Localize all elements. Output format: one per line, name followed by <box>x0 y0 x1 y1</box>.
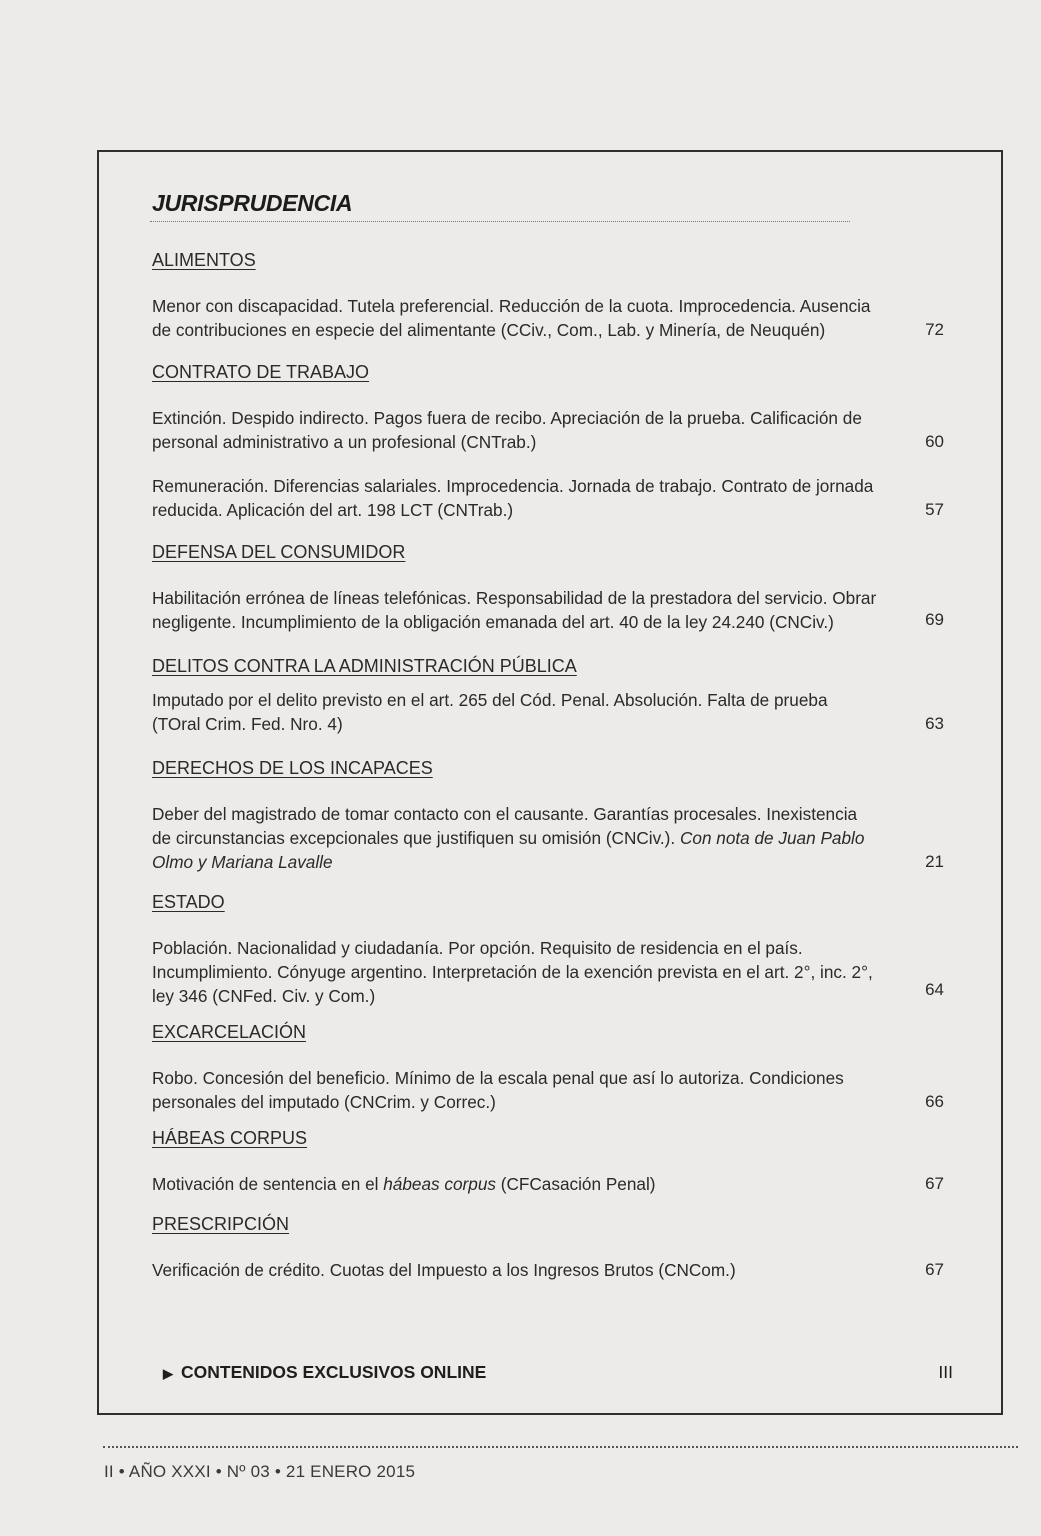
entry-summary: Habilitación errónea de líneas telefónicas. Responsabilidad de la prestadora del servicio. Obrar negligente. Incumplimiento de la obligación emanada del art. 40 de la ley 24.240 (CNCiv.) <box>152 588 877 632</box>
page-number: 63 <box>925 714 944 733</box>
list-item[interactable] <box>152 802 952 874</box>
page-number: 64 <box>925 980 944 999</box>
entry-summary: Imputado por el delito previsto en el art. 265 del Cód. Penal. Absolución. Falta de prueba (TOral Crim. Fed. Nro. 4) <box>152 690 828 734</box>
category-estado: ESTADO <box>152 892 225 912</box>
category-contrato-de-trabajo: CONTRATO DE TRABAJO <box>152 362 370 382</box>
category-derechos-de-los-incapaces: DERECHOS DE LOS INCAPACES <box>152 758 433 778</box>
page-number: 69 <box>925 610 944 629</box>
entry-summary: Verificación de crédito. Cuotas del Impuesto a los Ingresos Brutos (CNCom.) <box>152 1260 736 1280</box>
page-number: 21 <box>925 852 944 871</box>
page-number: III <box>938 1362 953 1382</box>
list-item[interactable] <box>152 586 952 634</box>
heading-divider <box>150 221 850 222</box>
section-title: JURISPRUDENCIA <box>152 190 353 216</box>
page-number: 67 <box>925 1260 944 1279</box>
online-label: CONTENIDOS EXCLUSIVOS ONLINE <box>181 1362 487 1382</box>
entry-summary: Robo. Concesión del beneficio. Mínimo de la escala penal que así lo autoriza. Condiciones personales del imputado (CNCrim. y Correc.) <box>152 1068 844 1112</box>
category-alimentos: ALIMENTOS <box>152 250 256 270</box>
entry-summary-before: Motivación de sentencia en el <box>152 1174 384 1194</box>
entry-summary <box>152 802 880 874</box>
entry-summary: Remuneración. Diferencias salariales. Improcedencia. Jornada de trabajo. Contrato de jornada reducida. Aplicación del art. 198 LCT (CNTrab.) <box>152 476 874 520</box>
list-item[interactable] <box>152 936 952 1008</box>
page-number: 57 <box>925 500 944 519</box>
page-number: 60 <box>925 432 944 451</box>
category-defensa-del-consumidor: DEFENSA DEL CONSUMIDOR <box>152 542 406 562</box>
footer-divider <box>103 1446 1018 1448</box>
online-content-link[interactable] <box>163 1360 953 1386</box>
category-excarcelacion: EXCARCELACIÓN <box>152 1022 307 1042</box>
page-number: 72 <box>925 320 944 339</box>
entry-summary-after: (CFCasación Penal) <box>495 1174 656 1194</box>
list-item[interactable] <box>152 406 952 454</box>
list-item[interactable] <box>152 1258 952 1282</box>
entry-note: Con nota de Juan Pablo Olmo y Mariana Lavalle <box>152 828 865 872</box>
entry-summary-emphasis: hábeas corpus <box>383 1174 496 1194</box>
entry-summary: Extinción. Despido indirecto. Pagos fuera de recibo. Apreciación de la prueba. Calificación de personal administrativo a un profesional (CNTrab.) <box>152 408 862 452</box>
category-prescripcion: PRESCRIPCIÓN <box>152 1214 290 1234</box>
entry-summary: Población. Nacionalidad y ciudadanía. Por opción. Requisito de residencia en el país. Incumplimiento. Cónyuge argentino. Interpretación de la exención prevista en el art. 2°, inc. 2°, ley 346 (CNFed. Civ. y Com.) <box>152 938 873 1006</box>
list-item[interactable] <box>152 1172 952 1196</box>
entry-summary-text: Deber del magistrado de tomar contacto con el causante. Garantías procesales. Inexistencia de circunstancias excepcionales que justifiquen su omisión (CNCiv.). <box>152 804 858 848</box>
list-item[interactable] <box>152 474 952 522</box>
play-arrow-icon: ▶ <box>163 1366 173 1381</box>
page-number: 67 <box>925 1174 944 1193</box>
category-delitos-administracion-publica: DELITOS CONTRA LA ADMINISTRACIÓN PÚBLICA <box>152 656 577 676</box>
list-item[interactable] <box>152 1066 952 1114</box>
issue-footer: II • AÑO XXXI • Nº 03 • 21 ENERO 2015 <box>104 1462 416 1481</box>
page-number: 66 <box>925 1092 944 1111</box>
list-item[interactable] <box>152 294 952 342</box>
entry-summary <box>152 1172 880 1196</box>
list-item[interactable] <box>152 688 952 736</box>
jurisprudence-list <box>152 248 952 1302</box>
category-habeas-corpus: HÁBEAS CORPUS <box>152 1128 308 1148</box>
entry-summary: Menor con discapacidad. Tutela preferencial. Reducción de la cuota. Improcedencia. Ausencia de contribuciones en especie del alimentante (CCiv., Com., Lab. y Minería, de Neuquén) <box>152 296 871 340</box>
